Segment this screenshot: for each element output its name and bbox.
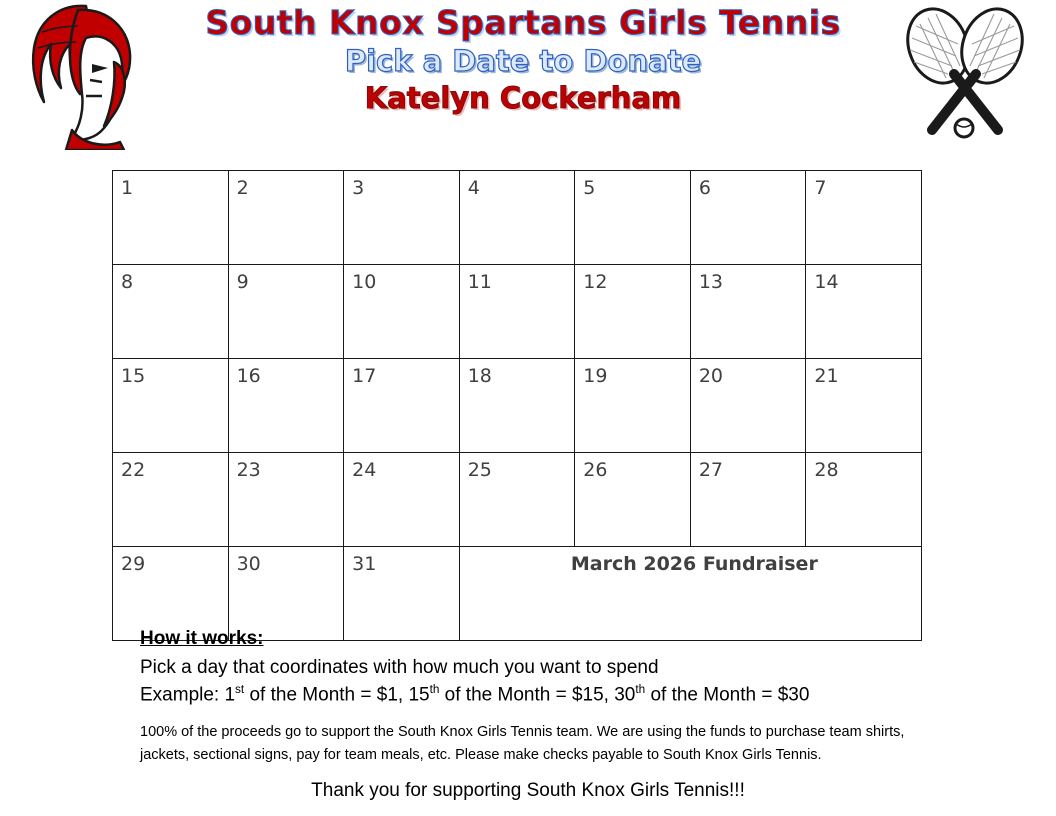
table-row: [113, 171, 922, 265]
ordinal-suffix: th: [429, 682, 440, 696]
player-name: Katelyn Cockerham: [364, 80, 682, 115]
ordinal-suffix: st: [235, 682, 245, 696]
thank-you-line: Thank you for supporting South Knox Girls Tennis!!!: [311, 780, 745, 801]
instructions-block: [140, 628, 950, 766]
calendar-day-cell[interactable]: 6: [690, 171, 806, 265]
calendar-day-cell[interactable]: 8: [113, 265, 229, 359]
calendar-day-cell[interactable]: 18: [459, 359, 575, 453]
calendar-day-cell[interactable]: 29: [113, 547, 229, 641]
calendar-day-cell[interactable]: 28: [806, 453, 922, 547]
calendar-day-cell[interactable]: 20: [690, 359, 806, 453]
spartan-head-logo: [20, 2, 150, 150]
calendar-day-cell[interactable]: 21: [806, 359, 922, 453]
calendar-day-cell[interactable]: 2: [228, 171, 344, 265]
calendar-day-cell[interactable]: 23: [228, 453, 344, 547]
calendar-footer-label: March 2026 Fundraiser: [459, 547, 921, 641]
how-it-works-heading: How it works:: [140, 628, 264, 649]
fine-print: 100% of the proceeds go to support the South Knox Girls Tennis team. We are using the funds to purchase team shirts, jackets, sectional signs, pay for team meals, etc. Please make checks payable to South Knox Girls Tennis.: [140, 724, 905, 763]
page-subtitle: Pick a Date to Donate: [344, 43, 702, 78]
calendar-table: [112, 170, 922, 641]
calendar-day-cell[interactable]: 24: [344, 453, 460, 547]
calendar-day-cell[interactable]: 7: [806, 171, 922, 265]
table-row: [113, 547, 922, 641]
table-row: [113, 265, 922, 359]
calendar-day-cell[interactable]: 19: [575, 359, 691, 453]
ordinal-suffix: th: [635, 682, 646, 696]
title-block: [170, 4, 876, 116]
calendar-day-cell[interactable]: 3: [344, 171, 460, 265]
example-line: [140, 682, 950, 709]
donation-calendar: [112, 170, 922, 641]
example-prefix: Example: 1: [140, 684, 236, 706]
calendar-day-cell[interactable]: 13: [690, 265, 806, 359]
calendar-day-cell[interactable]: 17: [344, 359, 460, 453]
calendar-day-cell[interactable]: 12: [575, 265, 691, 359]
calendar-day-cell[interactable]: 16: [228, 359, 344, 453]
table-row: [113, 359, 922, 453]
calendar-day-cell[interactable]: 15: [113, 359, 229, 453]
calendar-day-cell[interactable]: 27: [690, 453, 806, 547]
calendar-day-cell[interactable]: 30: [228, 547, 344, 641]
calendar-day-cell[interactable]: 1: [113, 171, 229, 265]
calendar-day-cell[interactable]: 5: [575, 171, 691, 265]
crossed-tennis-rackets-icon: [894, 4, 1034, 144]
calendar-day-cell[interactable]: 26: [575, 453, 691, 547]
page-header: [0, 0, 1056, 152]
example-mid-2: of the Month = $15, 30: [439, 684, 636, 706]
instruction-line: Pick a day that coordinates with how much you want to spend: [140, 657, 659, 678]
calendar-day-cell[interactable]: 9: [228, 265, 344, 359]
calendar-day-cell[interactable]: 25: [459, 453, 575, 547]
example-mid-1: of the Month = $1, 15: [244, 684, 430, 706]
example-end: of the Month = $30: [645, 684, 810, 706]
calendar-day-cell[interactable]: 11: [459, 265, 575, 359]
table-row: [113, 453, 922, 547]
calendar-day-cell[interactable]: 31: [344, 547, 460, 641]
calendar-day-cell[interactable]: 14: [806, 265, 922, 359]
calendar-day-cell[interactable]: 10: [344, 265, 460, 359]
page-title: South Knox Spartans Girls Tennis: [205, 3, 841, 42]
calendar-day-cell[interactable]: 4: [459, 171, 575, 265]
calendar-day-cell[interactable]: 22: [113, 453, 229, 547]
